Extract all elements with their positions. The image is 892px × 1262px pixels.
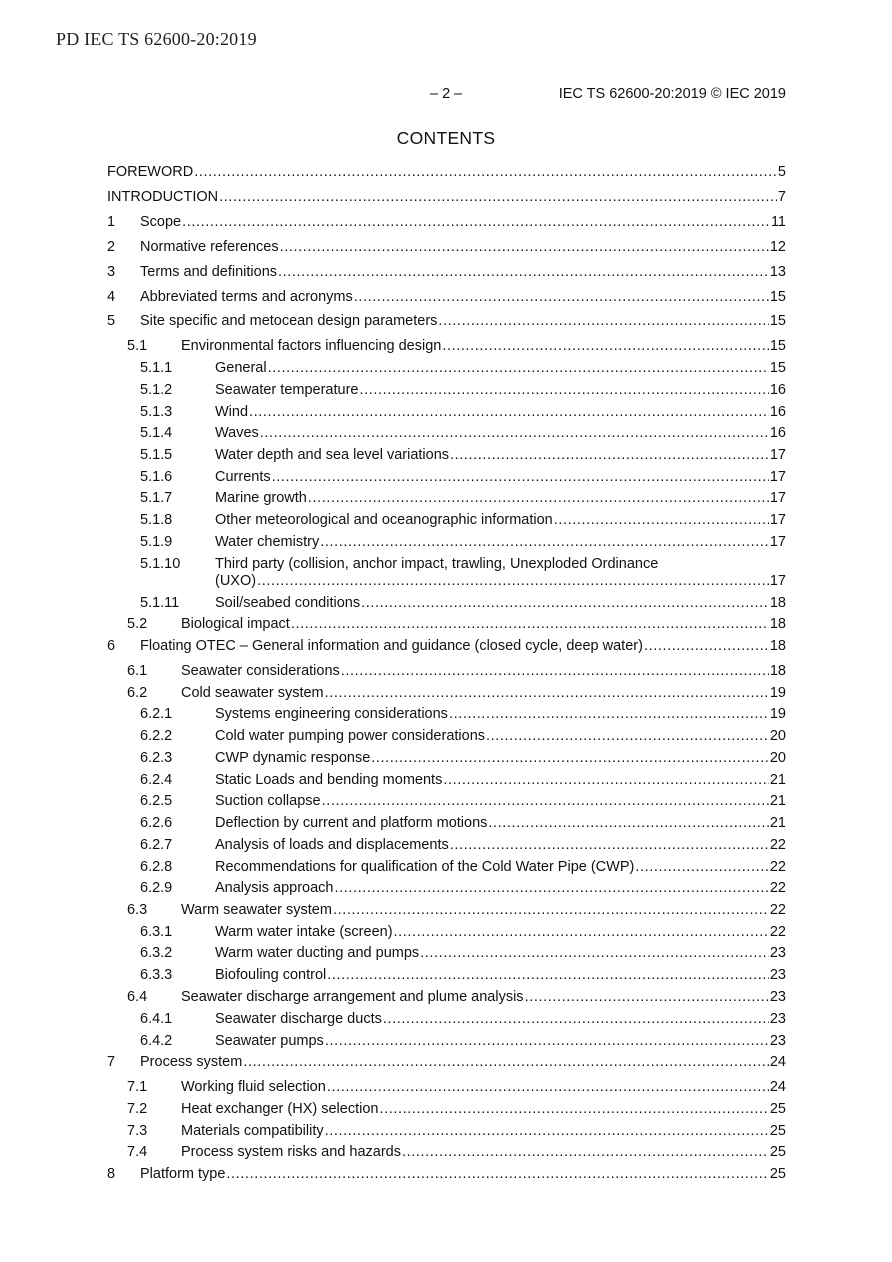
toc-entry-title: Heat exchanger (HX) selection <box>181 1101 379 1117</box>
dot-leader <box>644 638 769 655</box>
dot-leader <box>325 685 769 702</box>
toc-entry-page: 19 <box>769 706 786 722</box>
toc-entry-number: 6.2.1 <box>140 706 173 722</box>
toc-entry-title: Normative references <box>140 239 279 255</box>
toc-entry-number: 5.1.2 <box>140 382 173 398</box>
toc-entry-number: 3 <box>107 264 116 280</box>
toc-entry-number: 5 <box>107 313 116 329</box>
toc-entry-page: 7 <box>777 189 786 205</box>
toc-entry-number: 2 <box>107 239 116 255</box>
dot-leader <box>488 815 768 832</box>
toc-entry-number: 6.4.2 <box>140 1033 173 1049</box>
toc-entry-title: Seawater discharge arrangement and plume analysis <box>181 989 524 1005</box>
toc-entry-page: 21 <box>769 793 786 809</box>
toc-entry-title: Static Loads and bending moments <box>215 772 443 788</box>
contents-heading: CONTENTS <box>396 128 496 148</box>
dot-leader <box>322 793 769 810</box>
toc-entry-title: Cold seawater system <box>181 685 324 701</box>
toc-entry-page: 23 <box>769 989 786 1005</box>
toc-entry-title: INTRODUCTION <box>107 189 219 205</box>
toc-entry-page: 23 <box>769 1033 786 1049</box>
toc-entry-page: 21 <box>769 815 786 831</box>
dot-leader <box>341 663 769 680</box>
toc-entry-number: 5.2 <box>127 616 148 632</box>
dot-leader <box>243 1054 769 1071</box>
toc-entry-page: 15 <box>769 313 786 329</box>
toc-entry-title: Deflection by current and platform motions <box>215 815 488 831</box>
toc-entry-page: 18 <box>769 616 786 632</box>
standard-reference: IEC TS 62600-20:2019 © IEC 2019 <box>558 86 786 102</box>
toc-entry-title: Seawater considerations <box>181 663 340 679</box>
dot-leader <box>280 239 769 256</box>
toc-entry-number: 7.1 <box>127 1079 148 1095</box>
toc-entry-title: Analysis approach <box>215 880 334 896</box>
toc-entry-number: 8 <box>107 1166 116 1182</box>
dot-leader <box>450 837 769 854</box>
toc-entry-page: 16 <box>769 425 786 441</box>
dot-leader <box>525 989 769 1006</box>
dot-leader <box>182 214 770 231</box>
toc-entry-number: 7.2 <box>127 1101 148 1117</box>
toc-entry-title: Site specific and metocean design parameters <box>140 313 438 329</box>
toc-entry-number: 5.1.1 <box>140 360 173 376</box>
dot-leader <box>219 189 777 206</box>
toc-entry-number: 4 <box>107 289 116 305</box>
toc-entry-title: Environmental factors influencing design <box>181 338 442 354</box>
dot-leader <box>320 534 769 551</box>
toc-entry-page: 15 <box>769 338 786 354</box>
toc-entry-page: 25 <box>769 1101 786 1117</box>
toc-entry-number: 5.1.8 <box>140 512 173 528</box>
toc-entry-page: 17 <box>769 490 786 506</box>
toc-entry-number: 7.4 <box>127 1144 148 1160</box>
dot-leader <box>327 967 769 984</box>
toc-entry-page: 23 <box>769 1011 786 1027</box>
toc-entry-title: Abbreviated terms and acronyms <box>140 289 353 305</box>
toc-entry-title: Seawater discharge ducts <box>215 1011 382 1027</box>
dot-leader <box>371 750 769 767</box>
toc-entry-title: Materials compatibility <box>181 1123 324 1139</box>
dot-leader <box>327 1079 769 1096</box>
toc-entry-page: 20 <box>769 750 786 766</box>
dot-leader <box>260 425 769 442</box>
toc-entry-page: 18 <box>769 595 786 611</box>
toc-entry-title: Working fluid selection <box>181 1079 326 1095</box>
toc-entry-page: 17 <box>769 512 786 528</box>
toc-entry-number: 6.4.1 <box>140 1011 173 1027</box>
dot-leader <box>325 1033 769 1050</box>
toc-entry-title: Currents <box>215 469 271 485</box>
toc-entry-number: 5.1.4 <box>140 425 173 441</box>
toc-entry-page: 22 <box>769 924 786 940</box>
toc-entry-title: CWP dynamic response <box>215 750 371 766</box>
toc-entry-number: 7.3 <box>127 1123 148 1139</box>
dot-leader <box>449 706 769 723</box>
toc-entry-page: 23 <box>769 945 786 961</box>
toc-entry-title: Systems engineering considerations <box>215 706 448 722</box>
toc-entry-page: 15 <box>769 289 786 305</box>
dot-leader <box>450 447 769 464</box>
toc-entry-page: 13 <box>769 264 786 280</box>
dot-leader <box>249 404 769 421</box>
toc-entry-page: 22 <box>769 880 786 896</box>
toc-entry-title: Warm water ducting and pumps <box>215 945 420 961</box>
dot-leader <box>268 360 769 377</box>
toc-entry-page: 22 <box>769 902 786 918</box>
dot-leader <box>226 1166 768 1183</box>
dot-leader <box>420 945 769 962</box>
toc-entry-title: Warm seawater system <box>181 902 332 918</box>
dot-leader <box>257 573 769 590</box>
toc-entry-page: 17 <box>769 469 786 485</box>
toc-entry-number: 7 <box>107 1054 116 1070</box>
dot-leader <box>438 313 768 330</box>
dot-leader <box>402 1144 769 1161</box>
toc-entry-number: 6.2 <box>127 685 148 701</box>
toc-entry-number: 6.3.2 <box>140 945 173 961</box>
toc-entry-page: 11 <box>770 214 786 230</box>
toc-entry-title: Process system risks and hazards <box>181 1144 401 1160</box>
toc-entry-number: 6 <box>107 638 116 654</box>
toc-entry-title: Wind <box>215 404 249 420</box>
toc-entry-number: 6.2.9 <box>140 880 173 896</box>
toc-entry-page: 18 <box>769 638 786 654</box>
toc-entry-page: 18 <box>769 663 786 679</box>
dot-leader <box>635 859 769 876</box>
toc-entry-title: Waves <box>215 425 259 441</box>
toc-entry-title: Recommendations for qualification of the Cold Water Pipe (CWP) <box>215 859 635 875</box>
toc-entry-title: Process system <box>140 1054 243 1070</box>
toc-entry-title: Suction collapse <box>215 793 321 809</box>
toc-entry-title: Floating OTEC – General information and guidance (closed cycle, deep water) <box>140 638 643 654</box>
toc-entry-title: Seawater pumps <box>215 1033 324 1049</box>
toc-entry-number: 5.1.9 <box>140 534 173 550</box>
toc-entry-title: Seawater temperature <box>215 382 359 398</box>
toc-entry-number: 6.2.7 <box>140 837 173 853</box>
toc-entry-number: 6.4 <box>127 989 148 1005</box>
toc-entry-page: 15 <box>769 360 786 376</box>
dot-leader <box>379 1101 768 1118</box>
toc-entry-title: Warm water intake (screen) <box>215 924 393 940</box>
dot-leader <box>443 772 769 789</box>
dot-leader <box>394 924 769 941</box>
dot-leader <box>442 338 769 355</box>
toc-entry-page: 25 <box>769 1144 786 1160</box>
toc-entry-page: 25 <box>769 1123 786 1139</box>
toc-entry-page: 20 <box>769 728 786 744</box>
dot-leader <box>554 512 769 529</box>
document-id: PD IEC TS 62600-20:2019 <box>56 29 257 49</box>
toc-entry-title: Biofouling control <box>215 967 327 983</box>
toc-entry-number: 6.2.4 <box>140 772 173 788</box>
toc-entry-title-line1: Third party (collision, anchor impact, trawling, Unexploded Ordinance <box>215 556 659 572</box>
toc-entry-number: 6.2.8 <box>140 859 173 875</box>
toc-entry-page: 17 <box>769 447 786 463</box>
toc-entry-page: 22 <box>769 837 786 853</box>
toc-entry-number: 5.1.3 <box>140 404 173 420</box>
page-number: – 2 – <box>430 86 463 102</box>
dot-leader <box>291 616 769 633</box>
dot-leader <box>361 595 769 612</box>
dot-leader <box>486 728 769 745</box>
dot-leader <box>383 1011 769 1028</box>
toc-entry-page: 16 <box>769 404 786 420</box>
dot-leader <box>325 1123 769 1140</box>
toc-entry-title: (UXO) <box>215 573 257 589</box>
toc-entry-number: 6.2.3 <box>140 750 173 766</box>
toc-entry-title: Analysis of loads and displacements <box>215 837 449 853</box>
toc-entry-title: Water depth and sea level variations <box>215 447 450 463</box>
toc-entry-number: 6.3.3 <box>140 967 173 983</box>
toc-entry-page: 24 <box>769 1054 786 1070</box>
toc-entry-number: 5.1.10 <box>140 556 181 572</box>
toc-entry-page: 22 <box>769 859 786 875</box>
toc-entry-title: Water chemistry <box>215 534 320 550</box>
dot-leader <box>272 469 769 486</box>
toc-entry-title: Marine growth <box>215 490 307 506</box>
toc-entry-number: 6.2.2 <box>140 728 173 744</box>
toc-entry-page: 24 <box>769 1079 786 1095</box>
dot-leader <box>308 490 769 507</box>
toc-entry-page: 12 <box>769 239 786 255</box>
toc-entry-number: 6.1 <box>127 663 148 679</box>
dot-leader <box>333 902 769 919</box>
toc-entry-page: 21 <box>769 772 786 788</box>
toc-entry-title: Platform type <box>140 1166 226 1182</box>
toc-entry-number: 6.3 <box>127 902 148 918</box>
dot-leader <box>278 264 769 281</box>
toc-entry-number: 5.1.6 <box>140 469 173 485</box>
toc-entry-title: FOREWORD <box>107 164 194 180</box>
toc-entry-page: 19 <box>769 685 786 701</box>
toc-entry-page: 17 <box>769 534 786 550</box>
toc-entry-number: 1 <box>107 214 116 230</box>
toc-entry-page: 16 <box>769 382 786 398</box>
toc-entry-title: Biological impact <box>181 616 290 632</box>
toc-entry-title: Scope <box>140 214 182 230</box>
toc-entry-title: Other meteorological and oceanographic information <box>215 512 553 528</box>
dot-leader <box>354 289 769 306</box>
toc-entry-title: Cold water pumping power considerations <box>215 728 486 744</box>
toc-entry-number: 5.1.11 <box>140 595 180 611</box>
toc-entry-title: Terms and definitions <box>140 264 278 280</box>
toc-entry-page: 25 <box>769 1166 786 1182</box>
toc-entry-number: 5.1 <box>127 338 148 354</box>
dot-leader <box>359 382 768 399</box>
dot-leader <box>194 164 777 181</box>
toc-entry-number: 6.3.1 <box>140 924 173 940</box>
toc-entry-title: General <box>215 360 267 376</box>
toc-entry-page: 17 <box>769 573 786 589</box>
toc-entry-number: 6.2.5 <box>140 793 173 809</box>
toc-entry-number: 5.1.5 <box>140 447 173 463</box>
toc-entry-number: 6.2.6 <box>140 815 173 831</box>
toc-entry-page: 23 <box>769 967 786 983</box>
toc-entry-number: 5.1.7 <box>140 490 173 506</box>
dot-leader <box>335 880 769 897</box>
toc-entry-page: 5 <box>777 164 786 180</box>
toc-entry-title: Soil/seabed conditions <box>215 595 361 611</box>
